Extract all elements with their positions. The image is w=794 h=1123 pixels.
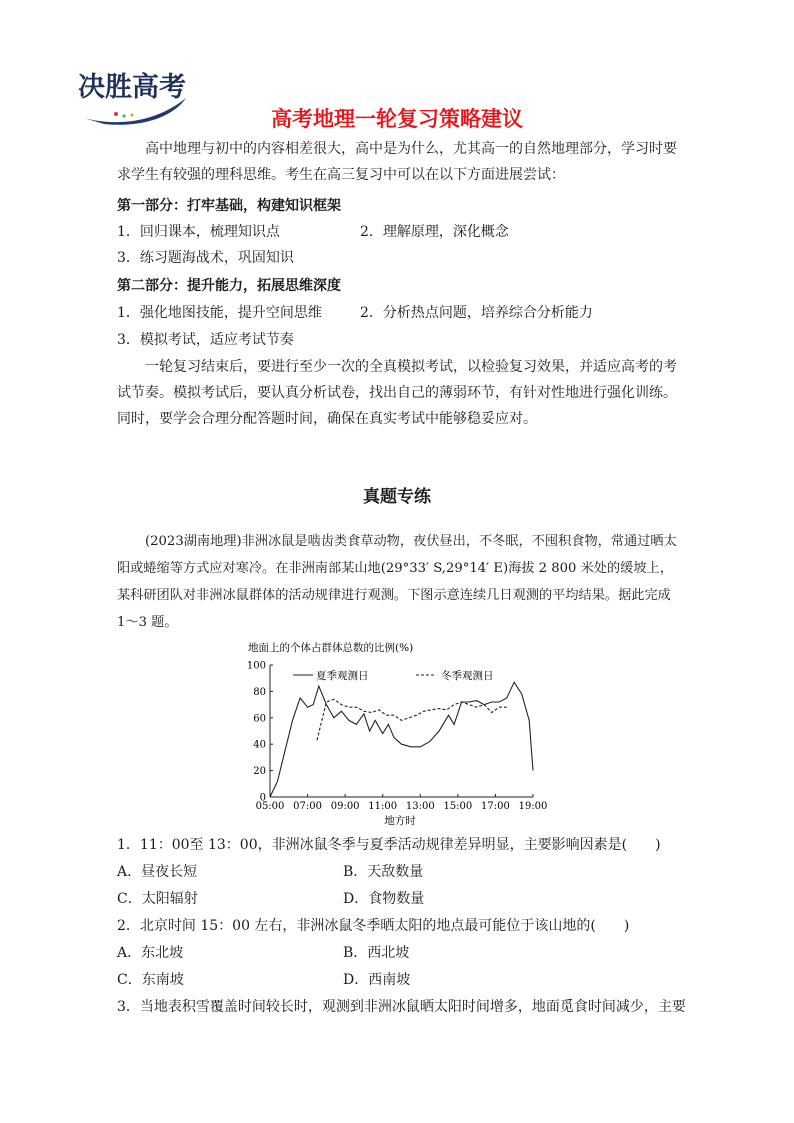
question-intro: (2023湖南地理)非洲冰鼠是啮齿类食草动物，夜伏昼出，不冬眠，不囤积食物，常通过晒太阳或蜷缩等方式应对寒冷。在非洲南部某山地(29°33′ S,29°14′ E)海拔 2 800 米处的缓坡上，某科研团队对非洲冰鼠群体的活动规律进行观测。下图示意连续几日观测的平均结果。据此完成 1～3 题。 xyxy=(117,534,677,630)
part2-paragraph: 一轮复习结束后，要进行至少一次的全真模拟考试，以检验复习效果，并适应高考的考试节奏。模拟考试后，要认真分析试卷，找出自己的薄弱环节，有针对性地进行强化训练。同时，要学会合理分配答题时间，确保在真实考试中能够稳妥应对。 xyxy=(117,359,677,427)
x-axis-label: 地方时 xyxy=(384,815,416,827)
question-2-option-a: A．东北坡 xyxy=(117,945,184,961)
part2-item-1: 1．强化地图技能，提升空间思维 xyxy=(117,305,322,321)
question-2-option-d: D．西南坡 xyxy=(343,972,411,988)
part1-item-3: 3．练习题海战术，巩固知识 xyxy=(117,250,294,266)
chart-legend xyxy=(293,669,494,682)
x-tick-label: 13:00 xyxy=(405,801,435,812)
y-tick-label: 20 xyxy=(253,766,266,778)
page-title: 高考地理一轮复习策略建议 xyxy=(271,107,523,131)
x-tick-label: 19:00 xyxy=(518,801,548,812)
part2-item-2: 2．分析热点问题，培养综合分析能力 xyxy=(360,305,593,321)
y-tick-label: 80 xyxy=(253,686,266,698)
question-1-option-d: D．食物数量 xyxy=(343,891,425,907)
intro-paragraph: 高中地理与初中的内容相差很大，高中是为什么，尤其高一的自然地理部分，学习时要求学生有较强的理科思维。考生在高三复习中可以在以下方面进展尝试： xyxy=(117,141,677,183)
question-1-option-b: B．天敌数量 xyxy=(343,864,424,880)
x-tick-label: 11:00 xyxy=(368,801,398,812)
winter-series-line xyxy=(317,699,507,740)
question-1-option-c: C．太阳辐射 xyxy=(117,891,198,907)
x-tick-label: 09:00 xyxy=(330,801,360,812)
legend-summer-label: 夏季观测日 xyxy=(316,670,369,682)
x-tick-label: 07:00 xyxy=(293,801,322,812)
part1-item-1: 1．回归课本，梳理知识点 xyxy=(117,224,280,240)
question-1-option-a: A．昼夜长短 xyxy=(117,864,198,880)
logo-text: 决胜高考 xyxy=(78,72,186,103)
summer-series-line xyxy=(270,682,533,797)
question-2-option-b: B．西北坡 xyxy=(343,945,410,961)
x-tick-label: 15:00 xyxy=(443,801,473,812)
part1-item-2: 2．理解原理，深化概念 xyxy=(360,224,509,240)
part2-item-3: 3．模拟考试，适应考试节奏 xyxy=(117,332,294,348)
x-tick-label: 05:00 xyxy=(255,801,285,812)
y-tick-label: 60 xyxy=(253,713,266,725)
question-3-stem: 3．当地表积雪覆盖时间较长时，观测到非洲冰鼠晒太阳时间增多，地面觅食时间减少，主要 xyxy=(117,999,686,1015)
part2-heading: 第二部分：提升能力，拓展思维深度 xyxy=(117,278,341,294)
question-1-stem: 1．11：00至 13：00，非洲冰鼠冬季与夏季活动规律差异明显，主要影响因素是( ) xyxy=(117,837,661,853)
section-title: 真题专练 xyxy=(363,487,431,507)
y-tick-label: 100 xyxy=(246,660,266,672)
question-2-option-c: C．东南坡 xyxy=(117,972,184,988)
activity-line-chart xyxy=(238,637,548,829)
y-tick-label: 40 xyxy=(253,739,266,751)
x-tick-label: 17:00 xyxy=(481,801,510,812)
legend-winter-label: 冬季观测日 xyxy=(441,670,494,682)
question-2-stem: 2．北京时间 15：00 左右，非洲冰鼠冬季晒太阳的地点最可能位于该山地的( ) xyxy=(117,918,630,934)
part1-heading: 第一部分：打牢基础，构建知识框架 xyxy=(117,198,341,214)
chart-title: 地面上的个体占群体总数的比例(%) xyxy=(248,642,414,654)
y-tick-label: 0 xyxy=(259,792,266,804)
